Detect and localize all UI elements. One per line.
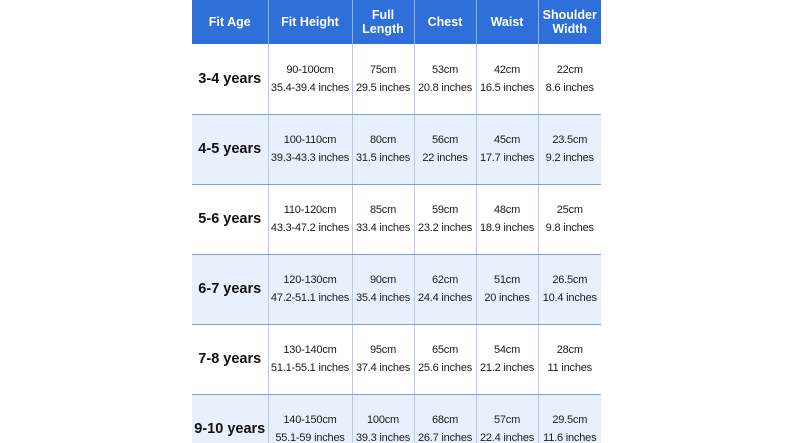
shoulder-width-cell [538,184,601,254]
cm-value: 26.5cm [552,274,588,286]
cm-value: 25cm [556,204,583,216]
cm-value: 48cm [493,204,521,216]
fit-height-cell [268,44,352,114]
full-length-cell [352,254,414,324]
cm-value: 54cm [493,344,521,356]
inch-value: 11.6 inches [543,432,597,443]
header-fit-height: Fit Height [268,0,352,44]
chest-cell [414,44,476,114]
waist-cell [476,184,538,254]
shoulder-width-cell [538,394,601,443]
cm-value: 100cm [366,414,400,426]
cm-value: 28cm [556,344,583,356]
inch-value: 39.3-43.3 inches [270,152,350,164]
fit-age-cell: 6-7 years [192,254,268,324]
inch-value: 20 inches [484,292,530,304]
cm-value: 90cm [369,274,397,286]
inch-value: 21.2 inches [479,362,535,374]
inch-value: 35.4 inches [355,292,411,304]
inch-value: 47.2-51.1 inches [270,292,350,304]
inch-value: 24.4 inches [417,292,473,304]
shoulder-width-cell [538,114,601,184]
header-shoulder-width: Shoulder Width [538,0,601,44]
waist-cell [476,324,538,394]
cm-value: 51cm [493,274,521,286]
header-full-length: Full Length [352,0,414,44]
header-row [192,0,601,44]
cm-value: 65cm [431,344,459,356]
inch-value: 18.9 inches [479,222,535,234]
cm-value: 100-110cm [283,134,337,146]
inch-value: 29.5 inches [355,81,411,94]
waist-cell [476,44,538,114]
inch-value: 8.6 inches [545,81,594,94]
fit-height-cell [268,114,352,184]
waist-cell [476,254,538,324]
inch-value: 22 inches [422,152,468,164]
fit-age-cell: 4-5 years [192,114,268,184]
inch-value: 25.6 inches [417,362,473,374]
cm-value: 23.5cm [552,134,588,146]
full-length-cell [352,184,414,254]
shoulder-width-cell [538,324,601,394]
table-row [192,114,601,184]
inch-value: 17.7 inches [479,152,535,164]
fit-age-cell: 3-4 years [192,44,268,114]
header-fit-age: Fit Age [192,0,268,44]
inch-value: 20.8 inches [417,81,473,94]
cm-value: 56cm [431,134,459,146]
cm-value: 140-150cm [283,414,337,426]
inch-value: 35.4-39.4 inches [270,81,350,94]
cm-value: 75cm [369,63,397,76]
fit-age-cell: 5-6 years [192,184,268,254]
fit-height-cell [268,184,352,254]
fit-age-cell: 7-8 years [192,324,268,394]
cm-value: 59cm [431,204,459,216]
fit-height-cell [268,324,352,394]
full-length-cell [352,44,414,114]
chest-cell [414,114,476,184]
fit-height-cell [268,394,352,443]
chest-cell [414,184,476,254]
cm-value: 29.5cm [552,414,588,426]
inch-value: 23.2 inches [417,222,473,234]
full-length-cell [352,394,414,443]
table-row [192,254,601,324]
waist-cell [476,394,538,443]
shoulder-width-cell [538,254,601,324]
cm-value: 45cm [493,134,521,146]
inch-value: 39.3 inches [355,432,411,443]
cm-value: 53cm [431,63,459,76]
waist-cell [476,114,538,184]
table-row [192,324,601,394]
table-row [192,44,601,114]
cm-value: 22cm [556,63,583,76]
inch-value: 22.4 inches [479,432,535,443]
inch-value: 33.4 inches [355,222,411,234]
cm-value: 130-140cm [283,344,337,356]
chest-cell [414,394,476,443]
cm-value: 42cm [493,63,521,76]
inch-value: 9.2 inches [545,152,594,164]
cm-value: 95cm [369,344,397,356]
header-chest: Chest [414,0,476,44]
header-waist: Waist [476,0,538,44]
size-chart-table [192,0,601,443]
inch-value: 10.4 inches [542,292,597,304]
inch-value: 11 inches [547,362,592,374]
fit-height-cell [268,254,352,324]
inch-value: 43.3-47.2 inches [270,222,350,234]
shoulder-width-cell [538,44,601,114]
chest-cell [414,324,476,394]
inch-value: 16.5 inches [479,81,535,94]
cm-value: 90-100cm [286,63,334,76]
full-length-cell [352,114,414,184]
chest-cell [414,254,476,324]
cm-value: 85cm [369,204,397,216]
inch-value: 51.1-55.1 inches [270,362,350,374]
cm-value: 120-130cm [283,274,337,286]
fit-age-cell: 9-10 years [192,394,268,443]
table-row [192,394,601,443]
inch-value: 26.7 inches [417,432,473,443]
full-length-cell [352,324,414,394]
table-row [192,184,601,254]
cm-value: 62cm [431,274,459,286]
cm-value: 80cm [369,134,397,146]
size-chart [192,0,601,443]
inch-value: 31.5 inches [355,152,411,164]
inch-value: 37.4 inches [355,362,411,374]
cm-value: 110-120cm [283,204,337,216]
inch-value: 9.8 inches [545,222,594,234]
cm-value: 68cm [431,414,459,426]
inch-value: 55.1-59 inches [275,432,345,443]
cm-value: 57cm [493,414,521,426]
